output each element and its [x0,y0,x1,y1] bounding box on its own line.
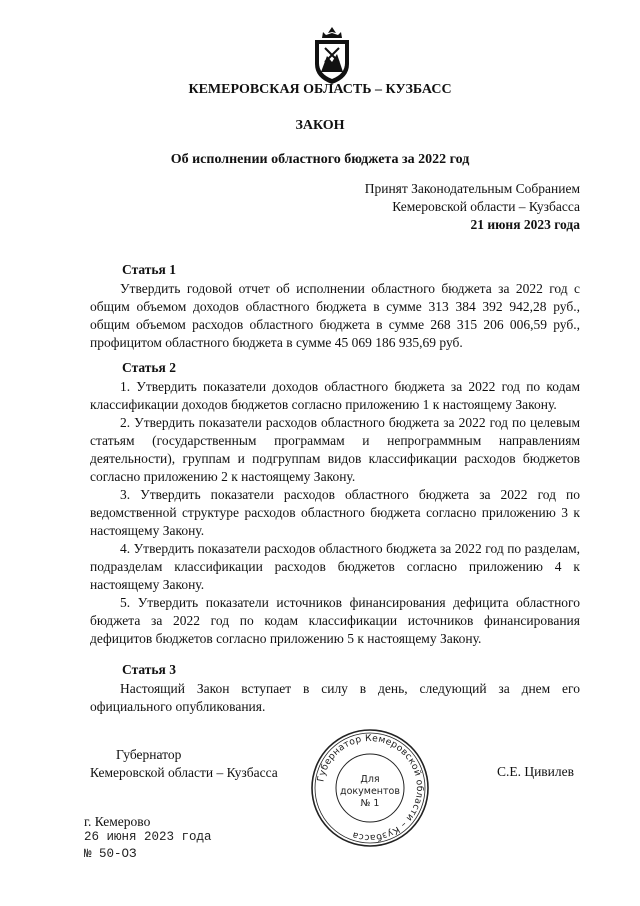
article-2-item-2: 2. Утвердить показатели расходов областного бюджета за 2022 год по целевым статьям (государственным программам и непрограммным направлениям деятельности), группам и подгруппам видов классификации расходов бюджетов согласно приложению 2 к настоящему Закону. [90,415,580,484]
seal-center-line-3: № 1 [360,798,380,809]
article-2-heading: Статья 2 [122,360,176,375]
article-2-item-5: 5. Утвердить показатели источников финансирования дефицита областного бюджета за 2022 год по кодам классификации источников финансирования дефицитов бюджетов согласно приложению 5 к настоящему Закону. [90,595,580,646]
document-type: ЗАКОН [295,118,345,133]
adoption-line-2: Кемеровской области – Кузбасса [392,199,580,214]
article-1-heading: Статья 1 [122,262,176,277]
adoption-date: 21 июня 2023 года [470,217,580,232]
article-3-paragraph: Настоящий Закон вступает в силу в день, следующий за днем его официального опубликования. [90,681,580,714]
signing-date: 26 июня 2023 года [84,830,212,844]
seal-ring-text: Губернатор Кемеровской области – Кузбасса [315,732,426,844]
article-2-item-3: 3. Утвердить показатели расходов областного бюджета за 2022 год по ведомственной структуре расходов областного бюджета согласно приложению 3 к настоящему Закону. [90,487,580,538]
article-3-heading: Статья 3 [122,662,176,677]
signatory-position [90,746,278,782]
adoption-block [365,180,580,234]
signatory-name: С.Е. Цивилев [496,764,574,779]
signatory-title: Губернатор [116,747,182,762]
law-number: № 50-ОЗ [84,847,137,861]
coat-of-arms-emblem [309,26,355,86]
article-2-item-4: 4. Утвердить показатели расходов областного бюджета за 2022 год по разделам, подразделам классификации расходов бюджетов согласно приложению 4 к настоящему Закону. [90,541,580,592]
article-1-paragraph: Утвердить годовой отчет об исполнении областного бюджета за 2022 год с общим объемом доходов областного бюджета в сумме 313 384 392 942,28 руб., общим объемом расходов областного бюджета в сумме 268 315 206 006,59 руб., профицитом областного бюджета в сумме 45 069 186 935,69 руб. [90,281,580,350]
region-heading: КЕМЕРОВСКАЯ ОБЛАСТЬ – КУЗБАСС [188,82,452,97]
signatory-region: Кемеровской области – Кузбасса [90,765,278,780]
seal-center-line-2: документов [340,786,400,797]
law-title: Об исполнении областного бюджета за 2022 год [170,152,470,167]
seal-center-line-1: Для [360,774,380,785]
official-seal [309,727,431,849]
place-of-signing: г. Кемерово [84,814,151,829]
article-2-item-1: 1. Утвердить показатели доходов областного бюджета за 2022 год по кодам классификации доходов бюджетов согласно приложению 1 к настоящему Закону. [90,379,580,412]
adoption-line-1: Принят Законодательным Собранием [364,181,580,196]
